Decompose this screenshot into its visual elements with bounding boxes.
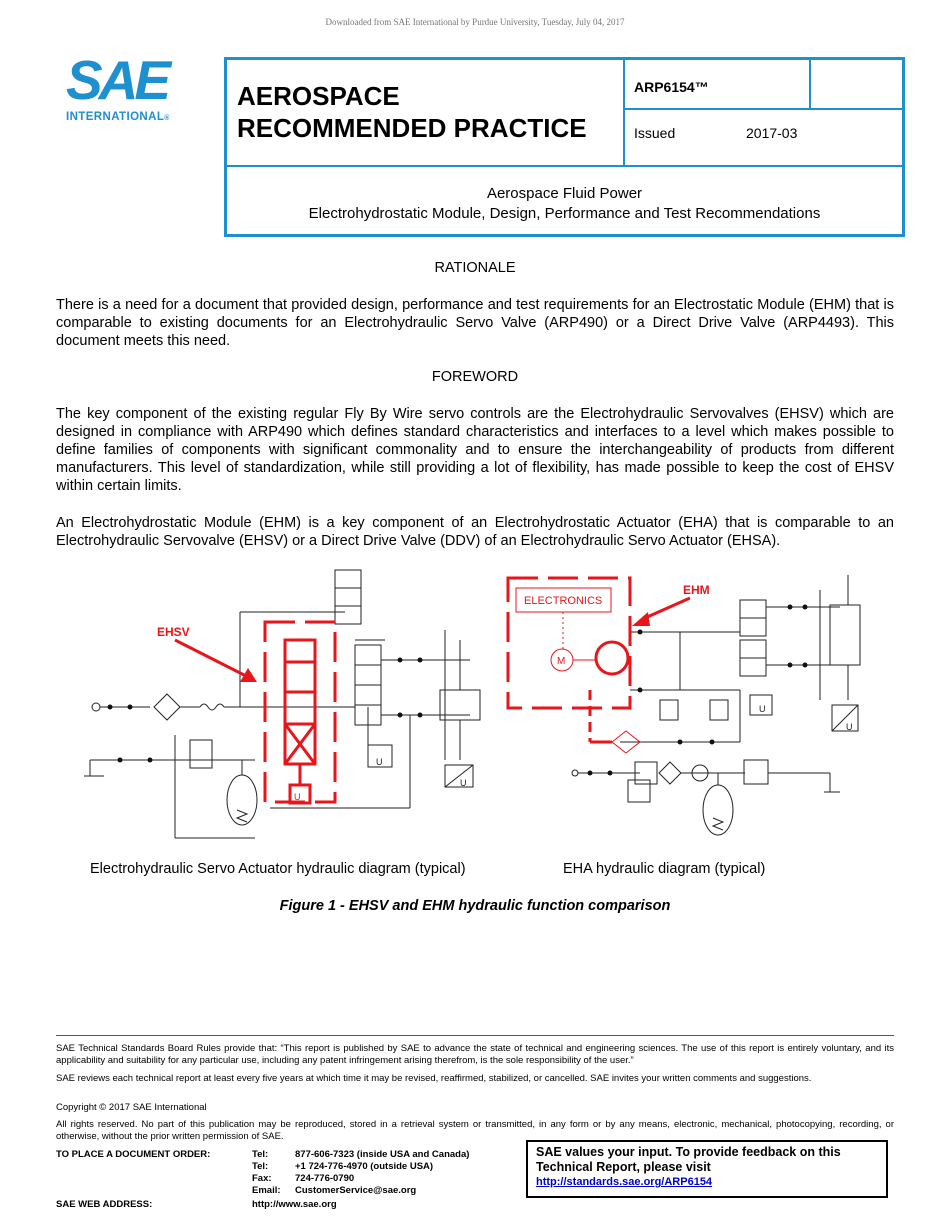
feedback-box [526,1140,888,1198]
tel-1: 877-606-7323 (inside USA and Canada) [295,1149,470,1160]
svg-text:U: U [294,792,301,802]
tel-label-1: Tel: [252,1149,269,1160]
sae-logo [66,49,190,133]
foreword-para-1: The key component of the existing regular Fly By Wire servo controls are the Electrohydraulic Servovalves (EHSV) which are designed in compliance with ARP490 which defines standard characteristics and interfaces to a level which makes possible to define families of components with significant commonality and to ensure the interchangeability of products from different manufacturers. This level of standardization, while still providing a lot of flexibility, has made possible to keep the cost of EHSV within certain limits. [56,406,894,494]
issued-date: 2017-03 [746,125,798,141]
rights-text: All rights reserved. No part of this publication may be reproduced, stored in a retrieval system or transmitted, in any form or by any means, electronic, mechanical, photocopying, recording, or otherwise, without the prior written permission of SAE. [56,1119,894,1142]
svg-text:U: U [376,757,383,767]
doc-subtitle: Aerospace Fluid Power Electrohydrostatic Module, Design, Performance and Test Recommendations [308,185,821,222]
rationale-heading: RATIONALE [434,260,516,276]
order-label: TO PLACE A DOCUMENT ORDER: [56,1149,211,1160]
svg-text:U: U [460,778,467,788]
ehsv-label: EHSV [157,625,190,639]
footer-divider [56,1035,894,1036]
fax-number: 724-776-0790 [295,1173,355,1184]
rationale-text: There is a need for a document that provided design, performance and test requirements for an Electrostatic Module (EHM) that is comparable to existing documents for an Electrohydraulic Servo Valve (ARP490) or a Direct Drive Valve (ARP4493). This document meets this need. [56,297,894,349]
tel-label-2: Tel: [252,1161,269,1172]
copyright-text: Copyright © 2017 SAE International [56,1102,207,1113]
issued-label: Issued [634,125,676,141]
web-label: SAE WEB ADDRESS: [56,1199,153,1210]
left-diagram-caption: Electrohydraulic Servo Actuator hydraulic diagram (typical) [90,861,466,877]
logo-text: SAE [66,49,168,111]
email-label: Email: [252,1185,281,1196]
review-text: SAE reviews each technical report at least every five years at which time it may be revised, reaffirmed, stabilized, or cancelled. SAE invites your written comments and suggestions. [56,1073,812,1084]
right-diagram-caption: EHA hydraulic diagram (typical) [563,861,766,877]
ehm-label: EHM [683,583,710,597]
motor-label: M [557,656,566,667]
feedback-link[interactable]: http://standards.sae.org/ARP6154 [536,1176,713,1188]
doc-number: ARP6154™ [634,79,709,95]
foreword-heading: FOREWORD [431,369,519,385]
svg-text:U: U [846,722,853,732]
foreword-para-2: An Electrohydrostatic Module (EHM) is a key component of an Electrohydrostatic Actuator (EHA) that is comparable to an Electrohydraulic Servovalve (EHSV) or a Direct Drive Valve (DDV) of an Electrohydraulic Servo Actuator (EHSA). [56,515,894,549]
header-box [224,57,905,237]
download-note: Downloaded from SAE International by Purdue University, Tuesday, July 04, 2017 [325,17,625,27]
doc-type-title: AEROSPACE RECOMMENDED PRACTICE [237,81,587,143]
board-rules-text: SAE Technical Standards Board Rules provide that: “This report is published by SAE to advance the state of technical and engineering sciences. The use of this report is entirely voluntary, and its applicability and suitability for any particular use, including any patent infringement arising therefrom, is the sole responsibility of the user.” [56,1043,894,1066]
svg-text:U: U [759,704,766,714]
figure-caption: Figure 1 - EHSV and EHM hydraulic function comparison [279,898,671,914]
feedback-line-2: Technical Report, please visit [536,1160,711,1174]
electronics-label: ELECTRONICS [524,595,603,607]
tel-2: +1 724-776-4970 (outside USA) [295,1161,434,1172]
fax-label: Fax: [252,1173,272,1184]
logo-subtext: INTERNATIONAL® [66,111,170,123]
web-address[interactable]: http://www.sae.org [252,1199,337,1210]
hydraulic-diagram-figure [0,560,950,850]
feedback-line-1: SAE values your input. To provide feedback on this [536,1145,841,1159]
email-address[interactable]: CustomerService@sae.org [295,1185,417,1196]
